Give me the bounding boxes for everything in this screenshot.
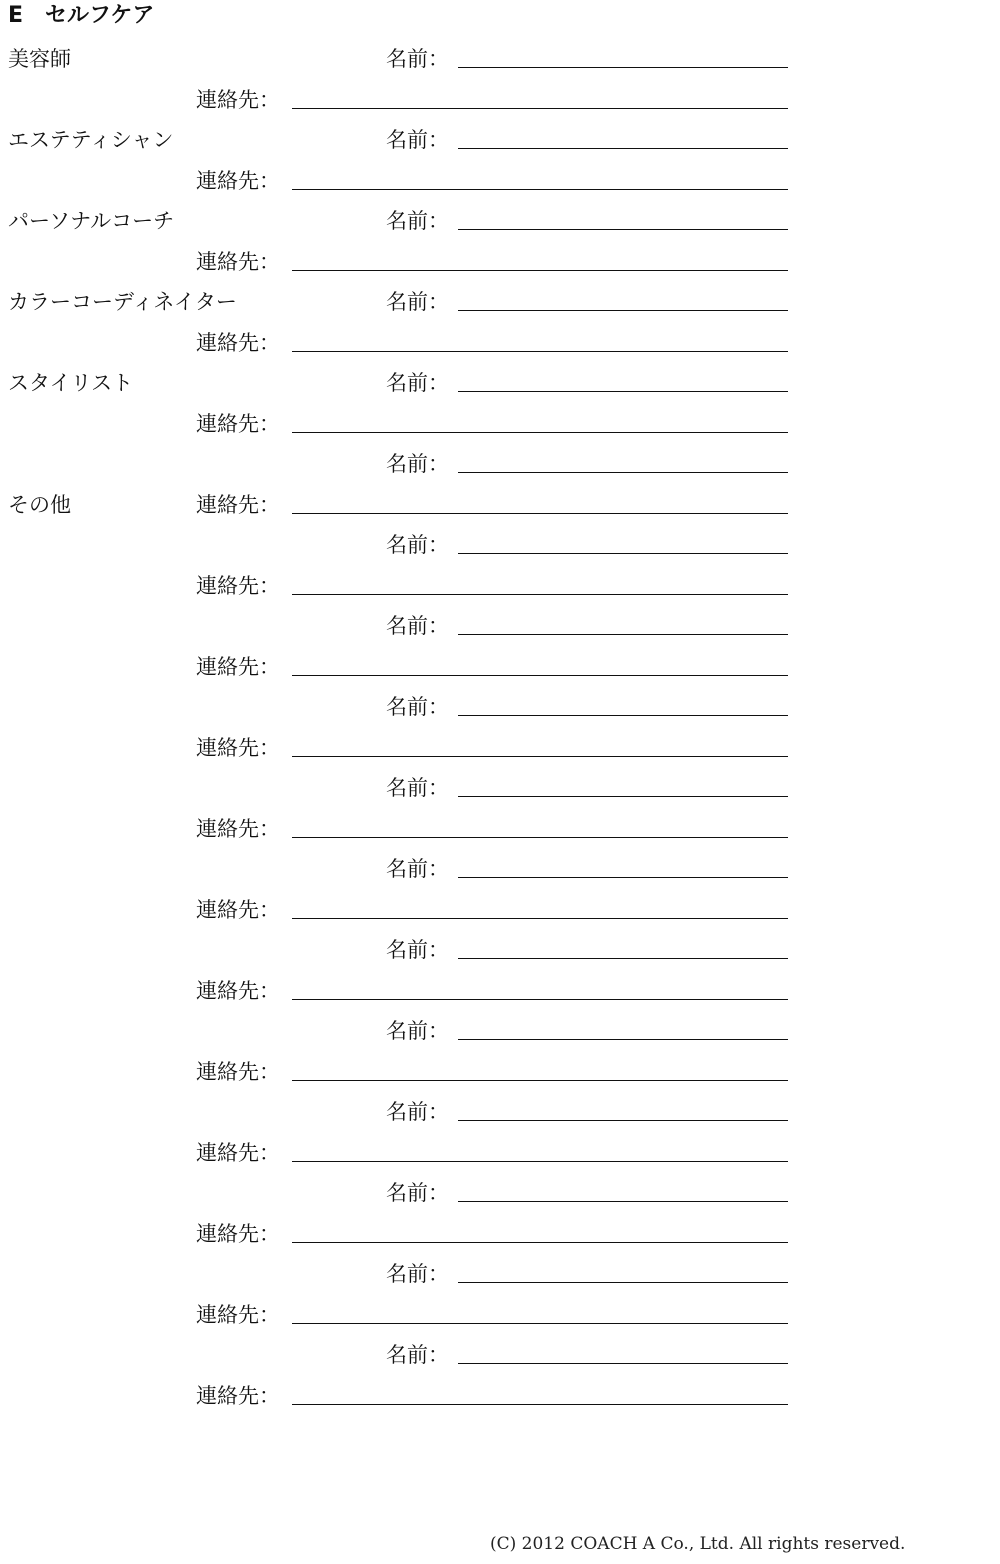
contact-row <box>0 407 1000 447</box>
contact-row <box>0 569 1000 609</box>
contact-label: 連絡先： <box>196 1221 280 1246</box>
contact-row <box>0 893 1000 933</box>
name-row <box>0 123 1000 163</box>
name-row <box>0 933 1000 973</box>
contact-blank-line[interactable] <box>292 1242 788 1243</box>
name-label: 名前： <box>386 1100 449 1124</box>
contact-label: 連絡先： <box>196 735 280 760</box>
contact-label: 連絡先： <box>196 978 280 1003</box>
name-blank-line[interactable] <box>458 958 788 959</box>
category-label: スタイリスト <box>8 371 134 395</box>
category-label: エステティシャン <box>8 128 174 152</box>
name-label: 名前： <box>386 938 449 962</box>
contact-row <box>0 1136 1000 1176</box>
name-row <box>0 204 1000 244</box>
contact-blank-line[interactable] <box>292 837 788 838</box>
name-row <box>0 1176 1000 1216</box>
contact-blank-line[interactable] <box>292 1323 788 1324</box>
contact-blank-line[interactable] <box>292 1404 788 1405</box>
name-blank-line[interactable] <box>458 67 788 68</box>
name-blank-line[interactable] <box>458 553 788 554</box>
contact-row <box>0 164 1000 204</box>
name-label: 名前： <box>386 776 449 800</box>
copyright-notice: (C) 2012 COACH A Co., Ltd. All rights reserved. <box>490 1534 906 1554</box>
name-row <box>0 1338 1000 1378</box>
name-row <box>0 609 1000 649</box>
contact-blank-line[interactable] <box>292 1161 788 1162</box>
contact-label: 連絡先： <box>196 654 280 679</box>
category-label: その他 <box>8 492 71 517</box>
contact-label: 連絡先： <box>196 411 280 436</box>
contact-label: 連絡先： <box>196 330 280 355</box>
name-label: 名前： <box>386 533 449 557</box>
contact-label: 連絡先： <box>196 1140 280 1165</box>
contact-row <box>0 812 1000 852</box>
name-row <box>0 1014 1000 1054</box>
name-row <box>0 852 1000 892</box>
name-row <box>0 285 1000 325</box>
contact-row <box>0 326 1000 366</box>
contact-label: 連絡先： <box>196 168 280 193</box>
contact-label: 連絡先： <box>196 573 280 598</box>
name-blank-line[interactable] <box>458 877 788 878</box>
contact-label: 連絡先： <box>196 1302 280 1327</box>
contact-blank-line[interactable] <box>292 999 788 1000</box>
name-label: 名前： <box>386 371 449 395</box>
name-row <box>0 1095 1000 1135</box>
contact-row <box>0 245 1000 285</box>
contact-blank-line[interactable] <box>292 594 788 595</box>
name-label: 名前： <box>386 1181 449 1205</box>
name-blank-line[interactable] <box>458 796 788 797</box>
name-label: 名前： <box>386 695 449 719</box>
contact-label: 連絡先： <box>196 897 280 922</box>
name-blank-line[interactable] <box>458 715 788 716</box>
contact-blank-line[interactable] <box>292 1080 788 1081</box>
contact-row <box>0 1217 1000 1257</box>
contact-blank-line[interactable] <box>292 270 788 271</box>
contact-label: 連絡先： <box>196 1059 280 1084</box>
name-label: 名前： <box>386 47 449 71</box>
contact-blank-line[interactable] <box>292 756 788 757</box>
name-blank-line[interactable] <box>458 472 788 473</box>
name-row <box>0 42 1000 82</box>
name-blank-line[interactable] <box>458 1282 788 1283</box>
name-blank-line[interactable] <box>458 1120 788 1121</box>
name-row <box>0 771 1000 811</box>
contact-blank-line[interactable] <box>292 189 788 190</box>
contact-blank-line[interactable] <box>292 513 788 514</box>
name-row <box>0 447 1000 487</box>
contact-label: 連絡先： <box>196 492 280 517</box>
category-label: パーソナルコーチ <box>8 209 175 233</box>
name-row <box>0 690 1000 730</box>
name-row <box>0 528 1000 568</box>
name-label: 名前： <box>386 1019 449 1043</box>
name-label: 名前： <box>386 1262 449 1286</box>
name-blank-line[interactable] <box>458 634 788 635</box>
contact-blank-line[interactable] <box>292 108 788 109</box>
contact-row <box>0 731 1000 771</box>
contact-row <box>0 488 1000 528</box>
name-label: 名前： <box>386 857 449 881</box>
contact-blank-line[interactable] <box>292 351 788 352</box>
contact-label: 連絡先： <box>196 249 280 274</box>
contact-label: 連絡先： <box>196 816 280 841</box>
name-blank-line[interactable] <box>458 1363 788 1364</box>
name-label: 名前： <box>386 614 449 638</box>
name-blank-line[interactable] <box>458 1039 788 1040</box>
name-label: 名前： <box>386 209 449 233</box>
category-label: 美容師 <box>8 47 71 71</box>
page-title: E セルフケア <box>8 3 155 28</box>
name-blank-line[interactable] <box>458 310 788 311</box>
name-blank-line[interactable] <box>458 148 788 149</box>
name-label: 名前： <box>386 452 449 476</box>
name-row <box>0 366 1000 406</box>
name-blank-line[interactable] <box>458 391 788 392</box>
category-label: カラーコーディネイター <box>8 290 237 314</box>
name-row <box>0 1257 1000 1297</box>
contact-label: 連絡先： <box>196 87 280 112</box>
contact-row <box>0 1055 1000 1095</box>
name-label: 名前： <box>386 1343 449 1367</box>
contact-blank-line[interactable] <box>292 918 788 919</box>
contact-row <box>0 83 1000 123</box>
name-label: 名前： <box>386 128 449 152</box>
name-label: 名前： <box>386 290 449 314</box>
contact-row <box>0 650 1000 690</box>
contact-row <box>0 1379 1000 1419</box>
contact-label: 連絡先： <box>196 1383 280 1408</box>
name-blank-line[interactable] <box>458 229 788 230</box>
contact-row <box>0 974 1000 1014</box>
name-blank-line[interactable] <box>458 1201 788 1202</box>
contact-blank-line[interactable] <box>292 675 788 676</box>
contact-row <box>0 1298 1000 1338</box>
contact-blank-line[interactable] <box>292 432 788 433</box>
